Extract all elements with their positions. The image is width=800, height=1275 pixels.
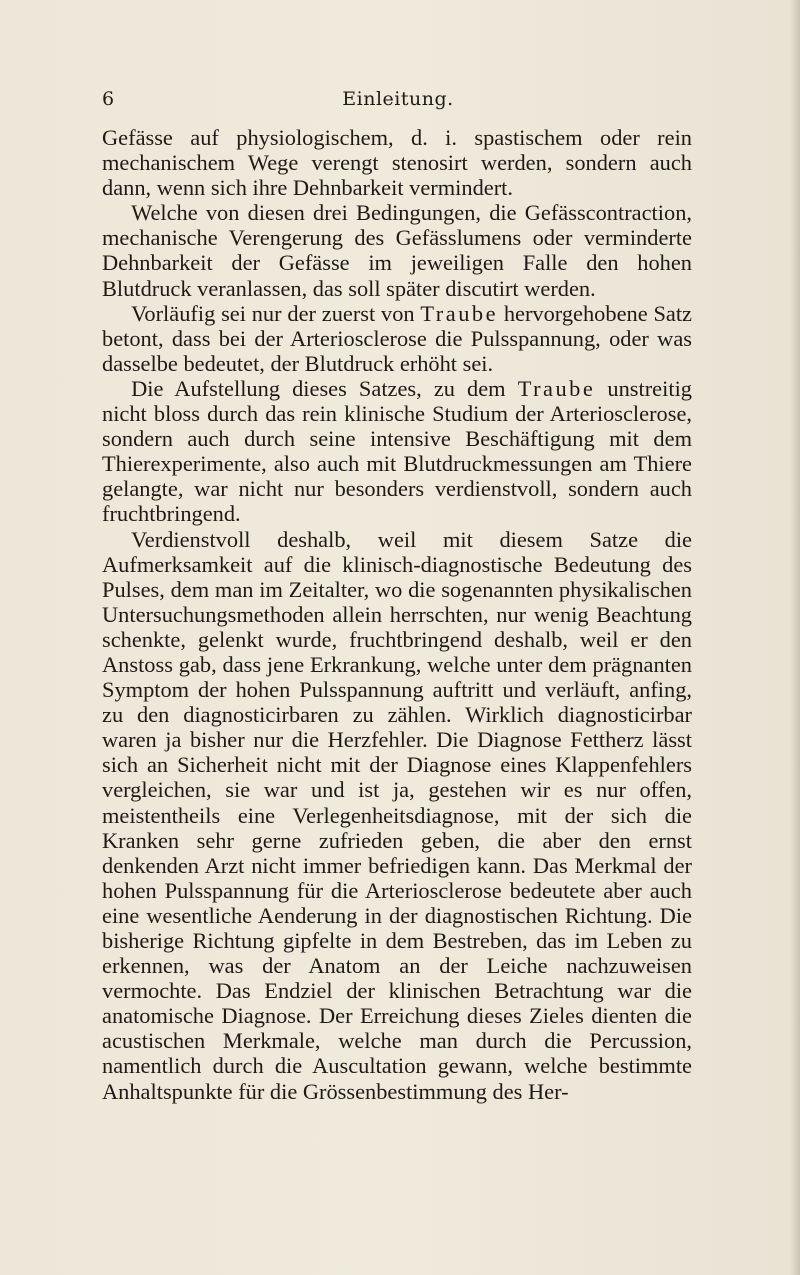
running-title: Einleitung. [342, 88, 454, 110]
text-run: Die Aufstellung dieses Satzes, zu dem [131, 375, 518, 401]
paragraph-5 [102, 527, 692, 1104]
page-number: 6 [102, 88, 115, 110]
text-run: Welche von diesen drei Bedingungen, die Gefässcontraction, mechanische Verengerung des Gefässlumens oder verminderte Dehnbarkeit der Gefässe im jeweiligen Falle den hohen Blutdruck veranlassen, das soll später discutirt werden. [102, 200, 692, 301]
author-name-traube: Traube [517, 375, 596, 401]
text-run: Verdienstvoll deshalb, weil mit diesem Satze die Aufmerksamkeit auf die klinisch-diagnostische Bedeutung des Pulses, dem man im Zeitalter, wo die sogenannten physikalischen Untersuchungsmethoden allein herrschten, nur wenig Beachtung schenkte, gelenkt wurde, fruchtbringend deshalb, weil er den Anstoss gab, dass jene Erkrankung, welche unter dem prägnanten Symptom der hohen Pulsspannung auftritt und verläuft, anfing, zu den diagnosticirbaren zu zählen. Wirklich diagnosticirbar waren ja bisher nur die Herzfehler. Die Diagnose Fettherz lässt sich an Sicherheit nicht mit der Diagnose eines Klappenfehlers vergleichen, sie war und ist ja, gestehen wir es nur offen, meistentheils eine Verlegenheitsdiagnose, mit der sich die Kranken sehr gerne zufrieden geben, die aber den ernst denkenden Arzt nicht immer befriedigen kann. Das Merkmal der hohen Pulsspannung für die Arteriosclerose bedeutete aber auch eine wesentliche Aenderung in der diagnostischen Richtung. Die bisherige Richtung gipfelte in dem Bestreben, das im Leben zu erkennen, was der Anatom an der Leiche nachzuweisen vermochte. Das Endziel der klinischen Betrachtung war die anatomische Diagnose. Der Erreichung dieses Zieles dienten die acustischen Merkmale, welche man durch die Percussion, namentlich durch die Auscultation gewann, welche bestimmte Anhaltspunkte für die Grössenbestimmung des Her- [102, 526, 692, 1104]
body-text [102, 125, 692, 1104]
running-head [102, 88, 694, 112]
paragraph-1 [102, 125, 692, 200]
paragraph-2 [102, 200, 692, 300]
text-run: Gefässe auf physiologischem, d. i. spastischem oder rein mechanischem Wege verengt stenosirt werden, sondern auch dann, wenn sich ihre Dehnbarkeit vermindert. [102, 125, 692, 201]
page-edge-shadow [790, 0, 800, 1275]
text-run: Vorläufig sei nur der zuerst von [131, 300, 421, 326]
text-run: hervorgehobene Satz betont, dass bei der Arteriosclerose die Pulsspannung, oder was dasselbe bedeutet, der Blutdruck erhöht sei. [102, 300, 692, 376]
author-name-traube: Traube [420, 300, 499, 326]
text-run: unstreitig nicht bloss durch das rein klinische Studium der Arteriosclerose, sondern auch durch seine intensive Beschäftigung mit dem Thierexperimente, also auch mit Blutdruckmessungen am Thiere gelangte, war nicht nur besonders verdienstvoll, sondern auch fruchtbringend. [102, 375, 692, 527]
paragraph-4 [102, 376, 692, 527]
paragraph-3 [102, 301, 692, 376]
